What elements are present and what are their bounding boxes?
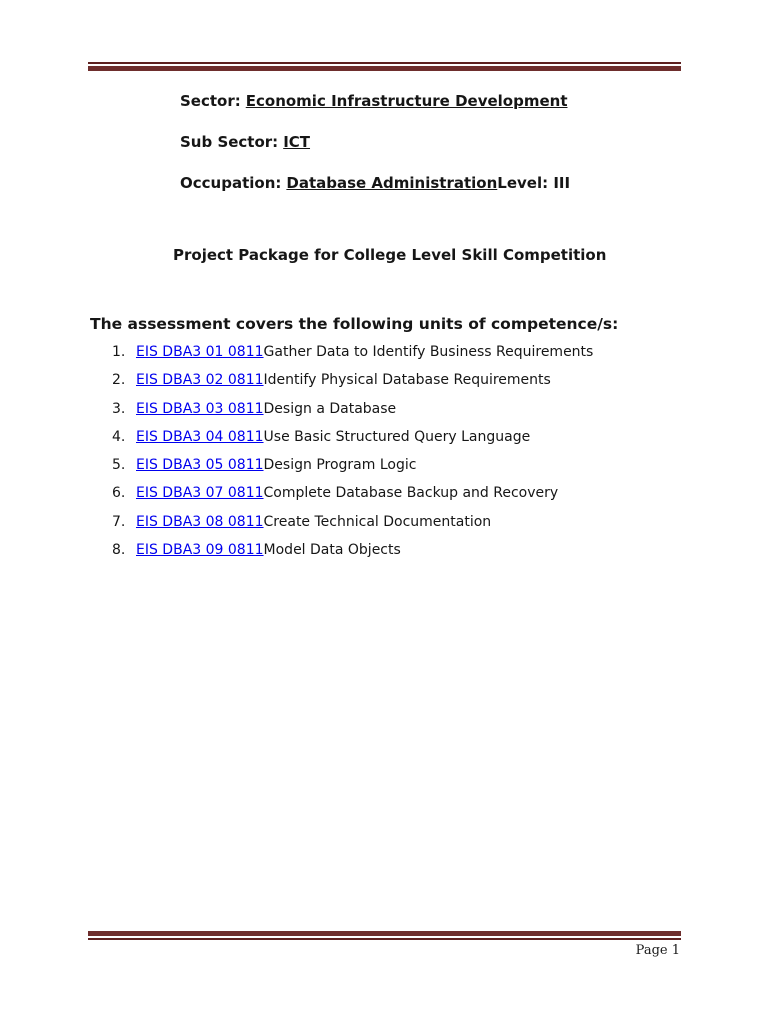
sub-sector-value: ICT xyxy=(283,133,311,151)
list-item xyxy=(112,542,593,560)
unit-code-link[interactable]: EIS DBA3 08 0811 xyxy=(136,513,264,530)
list-item-number: 2. xyxy=(112,372,126,389)
unit-code-link[interactable]: EIS DBA3 03 0811 xyxy=(136,400,264,417)
unit-code-link[interactable]: EIS DBA3 07 0811 xyxy=(136,485,264,502)
list-item xyxy=(112,514,593,532)
sub-sector-label: Sub Sector: xyxy=(180,133,279,151)
unit-code-link[interactable]: EIS DBA3 04 0811 xyxy=(136,428,264,445)
unit-title: Use Basic Structured Query Language xyxy=(263,428,531,445)
list-item xyxy=(112,372,593,390)
unit-title: Complete Database Backup and Recovery xyxy=(263,485,559,502)
unit-code-link[interactable]: EIS DBA3 01 0811 xyxy=(136,344,264,360)
unit-code-link[interactable]: EIS DBA3 02 0811 xyxy=(136,372,264,389)
occupation-line xyxy=(180,174,570,192)
bottom-border-rule xyxy=(88,931,681,940)
unit-code-link[interactable]: EIS DBA3 09 0811 xyxy=(136,542,264,559)
list-item xyxy=(112,401,593,419)
top-border-rule xyxy=(88,62,681,71)
sub-sector-line xyxy=(180,133,310,151)
sector-label: Sector: xyxy=(180,92,241,110)
document-title: Project Package for College Level Skill Competition xyxy=(173,246,607,264)
list-item xyxy=(112,429,593,447)
units-list xyxy=(112,344,593,570)
list-item-number: 3. xyxy=(112,400,126,417)
unit-code-link[interactable]: EIS DBA3 05 0811 xyxy=(136,457,264,474)
list-item-number: 1. xyxy=(112,344,126,360)
unit-title: Gather Data to Identify Business Requirements xyxy=(263,344,594,360)
list-item-number: 4. xyxy=(112,428,126,445)
page-number: Page 1 xyxy=(635,943,680,958)
sector-value: Economic Infrastructure Development xyxy=(245,92,568,110)
unit-title: Model Data Objects xyxy=(263,542,401,559)
unit-title: Design a Database xyxy=(263,400,397,417)
sector-line xyxy=(180,92,568,110)
list-item-number: 6. xyxy=(112,485,126,502)
list-item-number: 7. xyxy=(112,513,126,530)
occupation-value: Database Administration xyxy=(286,174,498,192)
unit-title: Create Technical Documentation xyxy=(263,513,492,530)
list-item-number: 5. xyxy=(112,457,126,474)
list-item xyxy=(112,344,593,362)
occupation-label: Occupation: xyxy=(180,174,282,192)
list-item xyxy=(112,485,593,503)
unit-title: Identify Physical Database Requirements xyxy=(263,372,551,389)
assessment-heading: The assessment covers the following units of competence/s: xyxy=(90,315,619,333)
list-item xyxy=(112,457,593,475)
level-label: Level: III xyxy=(497,174,571,192)
unit-title: Design Program Logic xyxy=(263,457,417,474)
list-item-number: 8. xyxy=(112,542,126,559)
